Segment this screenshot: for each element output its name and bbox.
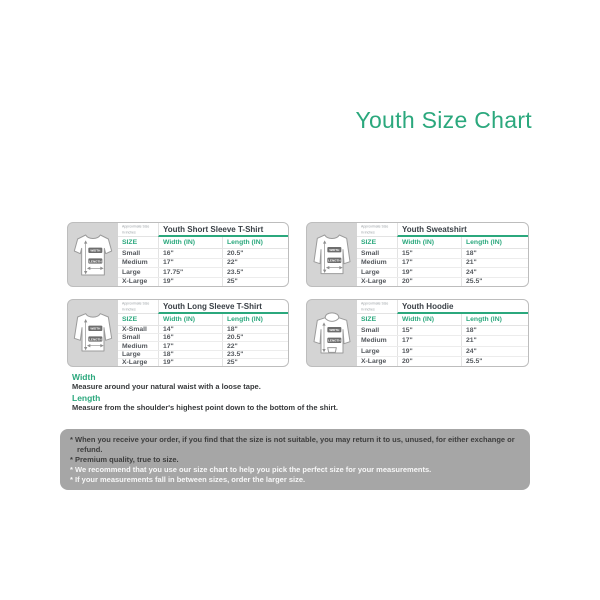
table-row: X-Large 20" 25.5": [357, 278, 528, 287]
col-header-size: SIZE: [122, 239, 138, 246]
table-row: Large 18" 23.5": [118, 351, 288, 359]
note-premium-quality: * Premium quality, true to size.: [70, 455, 179, 464]
size-table: [357, 300, 528, 366]
note-return-policy: * When you receive your order, if you find that the size is not suitable, you may return it to us, unused, for either exchange or refund.: [70, 435, 515, 454]
table-row: X-Large 20" 25.5": [357, 357, 528, 366]
length-badge-label: LENGTH: [328, 258, 341, 263]
length-badge-label: LENGTH: [89, 337, 102, 342]
width-description: Measure around your natural waist with a loose tape.: [72, 382, 261, 391]
col-header-length: Length (IN): [461, 314, 528, 325]
sweatshirt-icon: [312, 230, 352, 280]
size-table-panel-hoodie: [306, 299, 529, 367]
length-badge-label: LENGTH: [89, 258, 102, 263]
table-caption: Approximate Size in inches: [118, 223, 158, 237]
col-header-width: Width (IN): [397, 237, 461, 248]
hoodie-icon: [312, 308, 352, 358]
length-description: Measure from the shoulder's highest point down to the bottom of the shirt.: [72, 403, 338, 412]
table-title: Youth Long Sleeve T-Shirt: [158, 300, 288, 314]
col-header-length: Length (IN): [222, 314, 288, 325]
table-row: Medium 17" 22": [118, 259, 288, 269]
long-sleeve-tshirt-icon: [73, 308, 113, 358]
table-row: Medium 17" 22": [118, 342, 288, 350]
col-header-width: Width (IN): [397, 314, 461, 325]
table-caption: Approximate Size in inches: [357, 300, 397, 314]
table-caption: Approximate Size in inches: [357, 223, 397, 237]
note-size-chart: * We recommend that you use our size chart to help you pick the perfect size for your measurements.: [70, 465, 432, 474]
col-header-length: Length (IN): [222, 237, 288, 248]
page-title: Youth Size Chart: [355, 107, 532, 133]
width-badge-label: WIDTH: [90, 326, 101, 331]
col-header-size: SIZE: [122, 316, 138, 323]
col-header-size: SIZE: [361, 316, 377, 323]
width-badge-label: WIDTH: [329, 328, 340, 332]
length-badge-label: LENGTH: [328, 338, 341, 343]
table-row: Large 17.75" 23.5": [118, 268, 288, 278]
table-row: Medium 17" 21": [357, 259, 528, 269]
col-header-width: Width (IN): [158, 237, 222, 248]
table-title: Youth Sweatshirt: [397, 223, 528, 237]
table-row: Large 19" 24": [357, 347, 528, 357]
table-title: Youth Short Sleeve T-Shirt: [158, 223, 288, 237]
width-badge-label: WIDTH: [90, 248, 101, 253]
table-title: Youth Hoodie: [397, 300, 528, 314]
garment-icon-area: [307, 300, 357, 366]
size-table-panel-long-sleeve: [67, 299, 289, 367]
width-heading: Width: [72, 372, 96, 382]
notes-box: [60, 429, 530, 490]
width-badge-label: WIDTH: [329, 247, 340, 252]
col-header-size: SIZE: [361, 239, 377, 246]
garment-icon-area: [307, 223, 357, 286]
size-table: [118, 300, 288, 366]
table-caption: Approximate Size in inches: [118, 300, 158, 314]
size-table: [357, 223, 528, 286]
table-row: Small 15" 18": [357, 249, 528, 259]
table-row: Small 15" 18": [357, 326, 528, 336]
measure-instructions: [72, 372, 338, 414]
table-row: X-Small 14" 18": [118, 326, 288, 334]
table-row: X-Large 19" 25": [118, 278, 288, 287]
col-header-length: Length (IN): [461, 237, 528, 248]
note-between-sizes: * If your measurements fall in between sizes, order the larger size.: [70, 475, 306, 484]
table-row: Small 16" 20.5": [118, 249, 288, 259]
garment-icon-area: [68, 300, 118, 366]
table-row: Small 16" 20.5": [118, 334, 288, 342]
col-header-width: Width (IN): [158, 314, 222, 325]
table-row: X-Large 19" 25": [118, 359, 288, 366]
table-row: Medium 17" 21": [357, 336, 528, 346]
size-table: [118, 223, 288, 286]
short-sleeve-tshirt-icon: [73, 230, 113, 280]
table-row: Large 19" 24": [357, 268, 528, 278]
length-heading: Length: [72, 393, 101, 403]
size-table-panel-sweatshirt: [306, 222, 529, 287]
garment-icon-area: [68, 223, 118, 286]
size-table-panel-short-sleeve: [67, 222, 289, 287]
